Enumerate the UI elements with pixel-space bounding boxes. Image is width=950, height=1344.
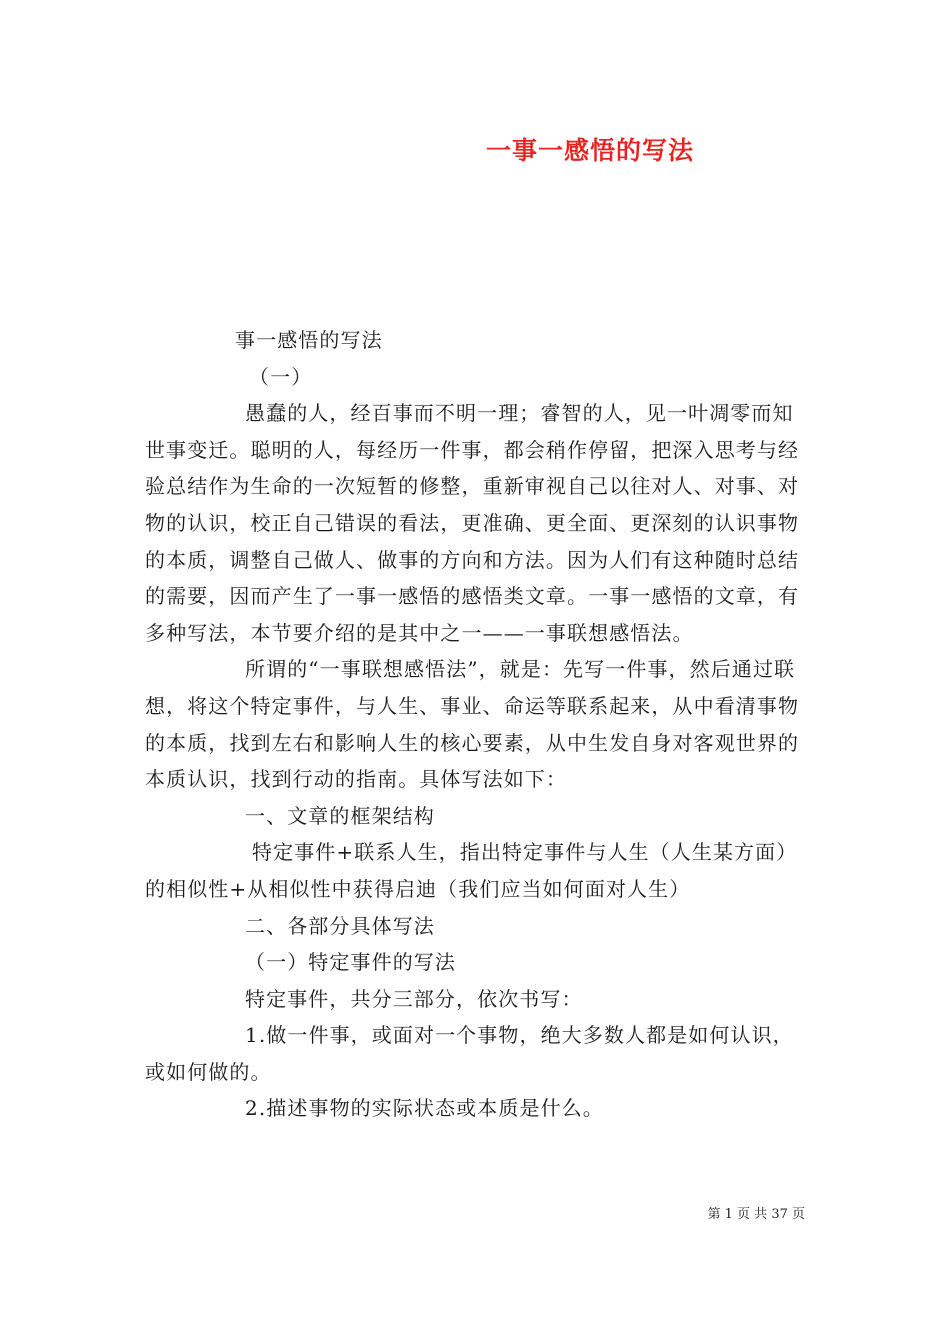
heading-specific-event: （一）特定事件的写法 <box>245 950 456 975</box>
document-subtitle: 事一感悟的写法 <box>235 328 383 352</box>
paragraph-intro: 愚蠢的人，经百事而不明一理；睿智的人，见一叶凋零而知世事变迁。聪明的人，每经历一件事，都会稍作停留，把深入思考与经验总结作为生命的一次短暂的修整，重新审视自己以往对人、对事、对物的认识，校正自己错误的看法，更准确、更全面、更深刻的认识事物的本质，调整自己做人、做事的方向和方法。因为人们有这种随时总结的需要，因而产生了一事一感悟的感悟类文章。一事一感悟的文章，有多种写法，本节要介绍的是其中之一——一事联想感悟法。 <box>145 401 800 645</box>
paragraph-event-parts: 特定事件，共分三部分，依次书写： <box>245 986 583 1011</box>
page-number: 第 1 页 共 37 页 <box>707 1207 805 1222</box>
list-item-1: 1.做一件事，或面对一个事物，绝大多数人都是如何认识，或如何做的。 <box>145 1023 794 1084</box>
heading-framework: 一、文章的框架结构 <box>245 803 435 828</box>
document-body <box>145 322 805 1127</box>
list-item-2: 2.描述事物的实际状态或本质是什么。 <box>245 1096 604 1121</box>
heading-parts: 二、各部分具体写法 <box>245 913 435 938</box>
paragraph-framework: 特定事件+联系人生，指出特定事件与人生（人生某方面）的相似性+从相似性中获得启迪（我们应当如何面对人生） <box>145 840 798 901</box>
paragraph-definition: 所谓的“一事联想感悟法”，就是：先写一件事，然后通过联想，将这个特定事件，与人生、事业、命运等联系起来，从中看清事物的本质，找到左右和影响人生的核心要素，从中生发自身对客观世界的本质认识，找到行动的指南。具体写法如下： <box>145 657 800 792</box>
document-title: 一事一感悟的写法 <box>486 136 695 165</box>
section-marker: （一） <box>249 364 313 389</box>
